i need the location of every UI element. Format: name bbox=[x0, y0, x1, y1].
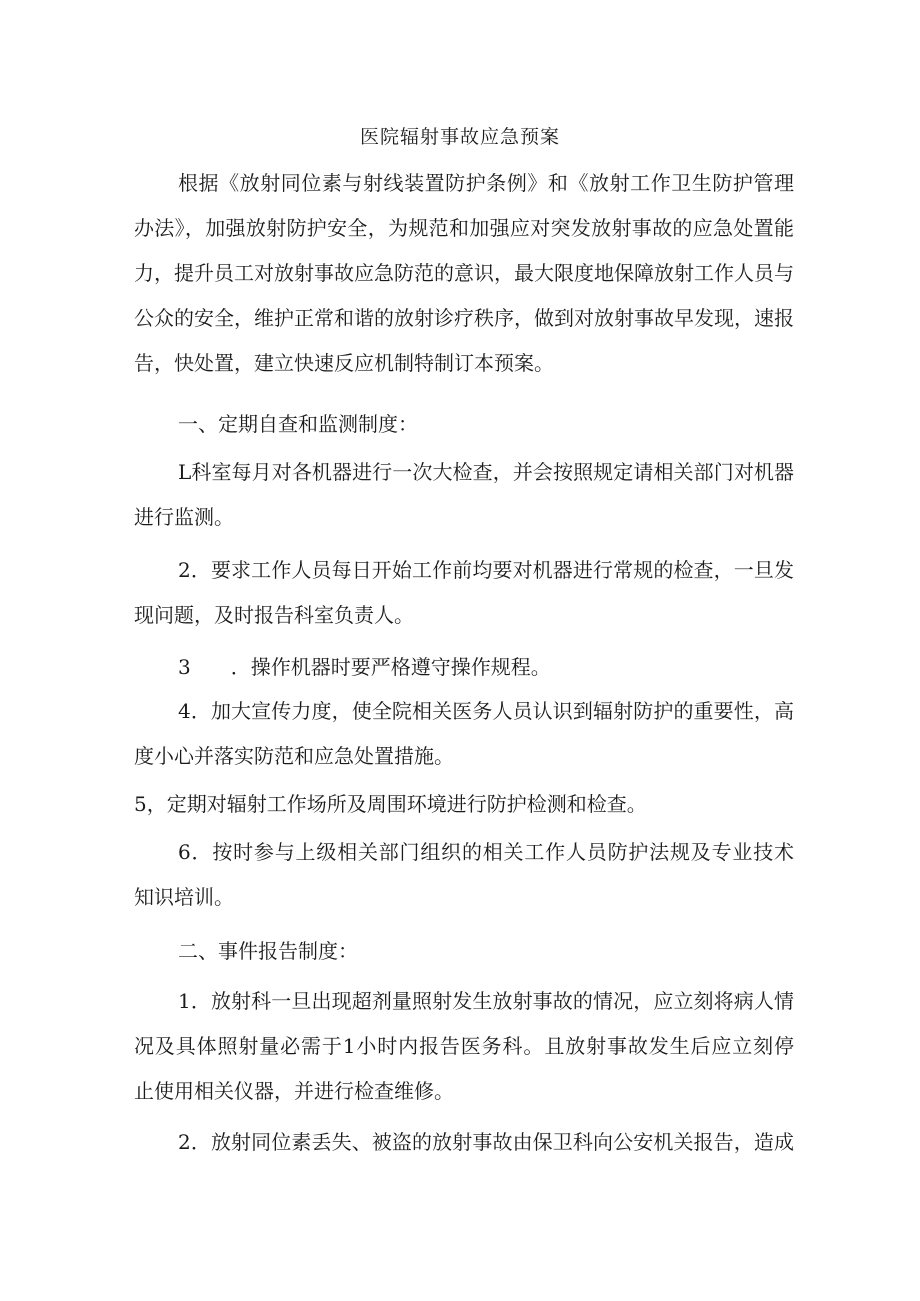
list-item-line: L科室每月对各机器进行一次大检查，并会按照规定请相关部门对机器 bbox=[178, 460, 794, 484]
paragraph-line: 公众的安全，维护正常和谐的放射诊疗秩序，做到对放射事故早发现，速报 bbox=[134, 306, 794, 330]
section-heading: 一、定期自查和监测制度： bbox=[178, 412, 418, 436]
list-item-line: 4．加大宣传力度，使全院相关医务人员认识到辐射防护的重要性，高 bbox=[178, 699, 794, 723]
paragraph-line: 根据《放射同位素与射线装置防护条例》和《放射工作卫生防护管理 bbox=[178, 171, 794, 195]
paragraph-line: 告，快处置，建立快速反应机制特制订本预案。 bbox=[134, 351, 554, 375]
section-heading: 二、事件报告制度： bbox=[178, 939, 358, 963]
list-item-line: 5，定期对辐射工作场所及周围环境进行防护检测和检查。 bbox=[134, 792, 647, 816]
list-item-line: 2．要求工作人员每日开始工作前均要对机器进行常规的检查，一旦发 bbox=[178, 558, 794, 582]
paragraph-line: 力，提升员工对放射事故应急防范的意识，最大限度地保障放射工作人员与 bbox=[134, 261, 794, 285]
paragraph-line: 办法》，加强放射防护安全，为规范和加强应对突发放射事故的应急处置能 bbox=[134, 216, 794, 240]
document-title: 医院辐射事故应急预案 bbox=[359, 126, 560, 148]
list-item-line: 3 ．操作机器时要严格遵守操作规程。 bbox=[178, 655, 551, 679]
list-item-line: 现问题，及时报告科室负责人。 bbox=[134, 603, 414, 627]
list-item-line: 止使用相关仪器，并进行检查维修。 bbox=[134, 1079, 454, 1103]
list-item-line: 进行监测。 bbox=[134, 505, 234, 529]
list-item-line: 况及具体照射量必需于1小时内报告医务科。且放射事故发生后应立刻停 bbox=[134, 1034, 794, 1058]
list-item-line: 2．放射同位素丢失、被盗的放射事故由保卫科向公安机关报告，造成 bbox=[178, 1130, 794, 1154]
list-item-line: 1．放射科一旦出现超剂量照射发生放射事故的情况，应立刻将病人情 bbox=[178, 989, 794, 1013]
list-item-line: 度小心并落实防范和应急处置措施。 bbox=[134, 744, 454, 768]
list-item-line: 6．按时参与上级相关部门组织的相关工作人员防护法规及专业技术 bbox=[178, 840, 794, 864]
list-item-line: 知识培训。 bbox=[134, 885, 234, 909]
